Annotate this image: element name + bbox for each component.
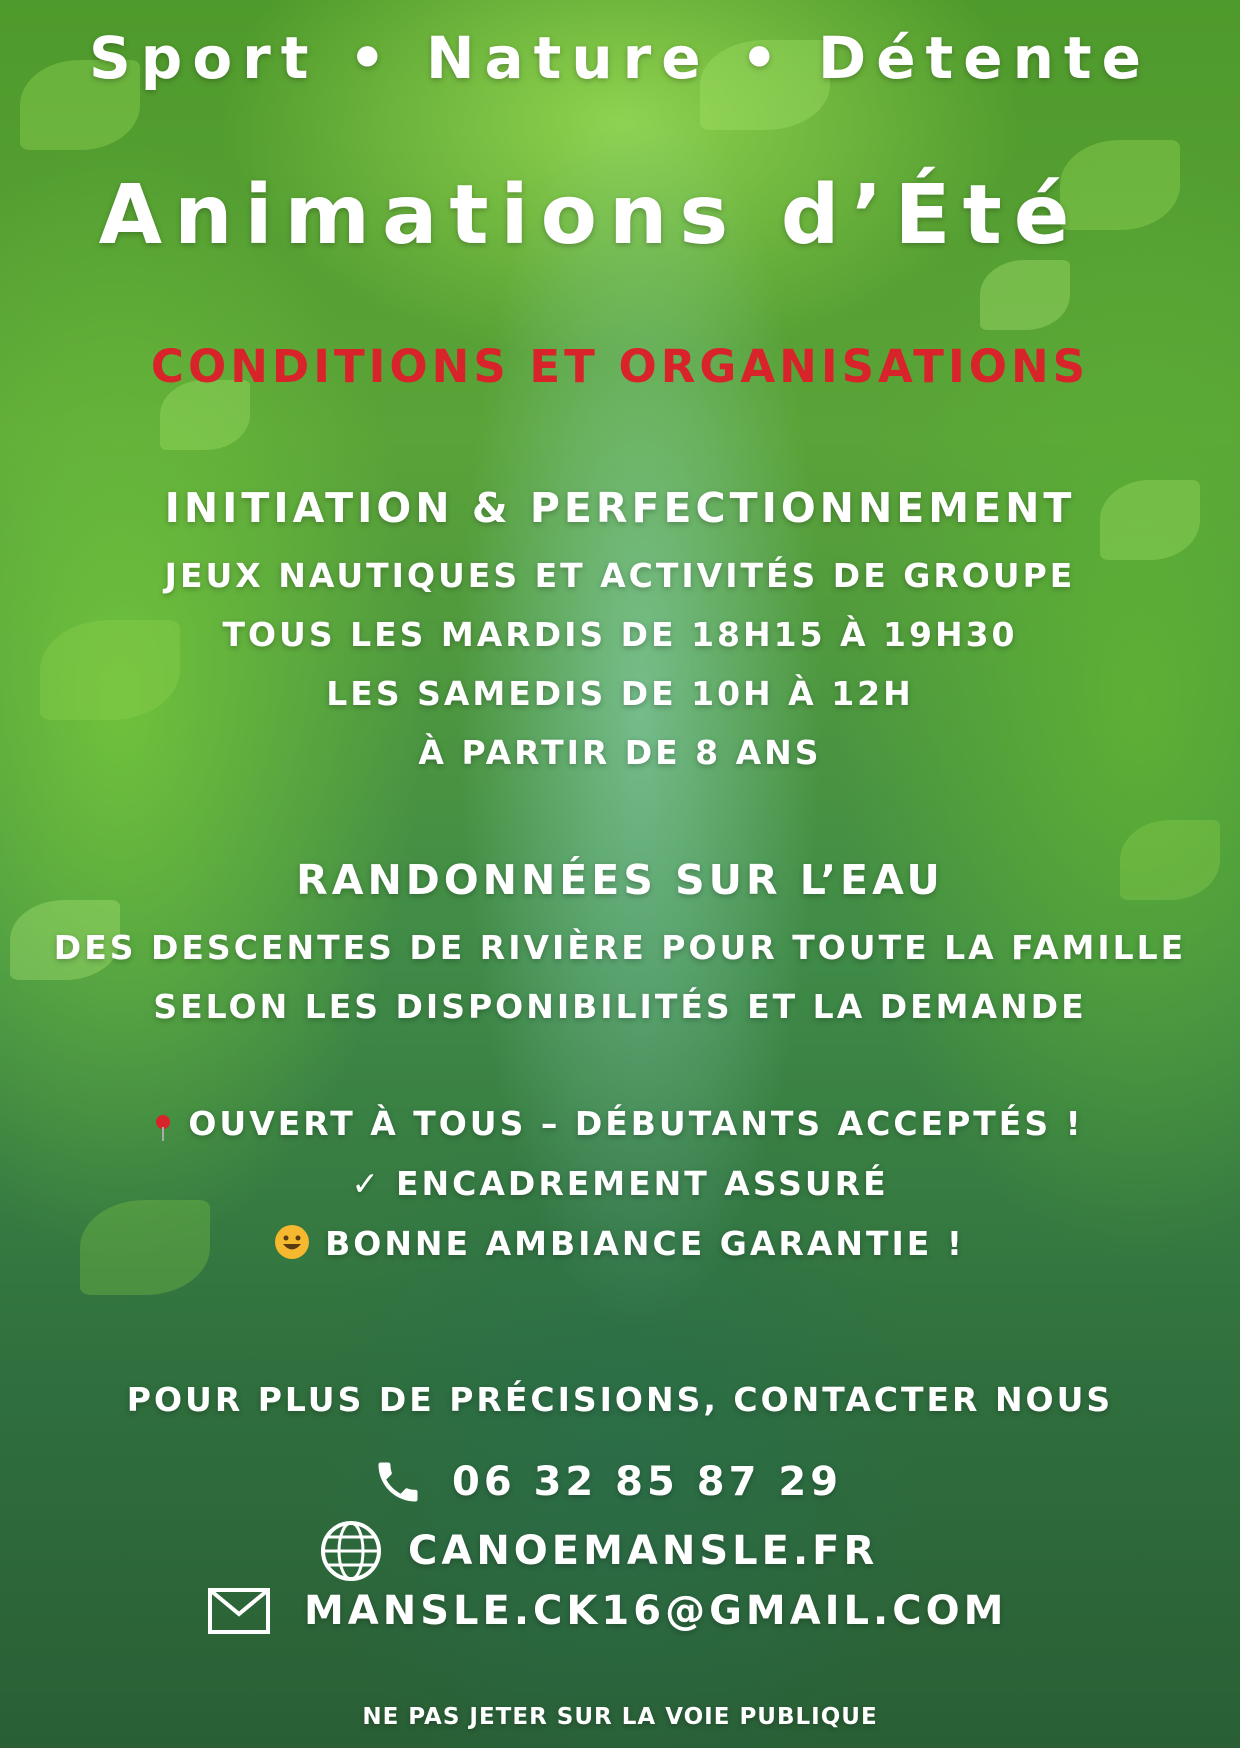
check-icon: ✓ (351, 1164, 383, 1203)
highlight-text: BONNE AMBIANCE GARANTIE ! (325, 1224, 965, 1263)
initiation-line: TOUS LES MARDIS DE 18H15 À 19H30 (222, 615, 1018, 654)
envelope-icon (208, 1588, 270, 1634)
initiation-line: LES SAMEDIS DE 10H À 12H (326, 674, 914, 713)
randonnees-line: DES DESCENTES DE RIVIÈRE POUR TOUTE LA FAMILLE (53, 928, 1187, 967)
contact-intro: POUR PLUS DE PRÉCISIONS, CONTACTER NOUS (126, 1380, 1114, 1419)
highlight-text: OUVERT À TOUS – DÉBUTANTS ACCEPTÉS ! (188, 1104, 1084, 1143)
initiation-line: JEUX NAUTIQUES ET ACTIVITÉS DE GROUPE (164, 556, 1076, 595)
phone-icon (372, 1456, 424, 1508)
globe-icon (320, 1520, 382, 1582)
initiation-line: À PARTIR DE 8 ANS (418, 733, 822, 772)
highlight-ambiance (0, 1224, 1240, 1263)
randonnees-line: SELON LES DISPONIBILITÉS ET LA DEMANDE (153, 987, 1087, 1026)
email-link[interactable]: MANSLE.CK16@GMAIL.COM (304, 1588, 1008, 1634)
highlight-open (0, 1104, 1240, 1143)
email-row[interactable] (208, 1588, 1007, 1634)
footer-notice: NE PAS JETER SUR LA VOIE PUBLIQUE (362, 1704, 878, 1730)
highlight-text: ENCADREMENT ASSURÉ (396, 1164, 889, 1203)
pin-icon (156, 1115, 170, 1129)
website-row[interactable] (320, 1520, 878, 1582)
phone-row[interactable] (372, 1456, 842, 1508)
website-link[interactable]: CANOEMANSLE.FR (408, 1528, 879, 1574)
initiation-heading: INITIATION & PERFECTIONNEMENT (164, 484, 1076, 532)
page-title: Animations d’Été (98, 168, 1082, 263)
conditions-heading: CONDITIONS ET ORGANISATIONS (150, 340, 1090, 393)
phone-number[interactable]: 06 32 85 87 29 (452, 1459, 843, 1505)
highlight-supervision (0, 1164, 1240, 1203)
tagline: Sport • Nature • Détente (89, 24, 1151, 92)
randonnees-heading: RANDONNÉES SUR L’EAU (296, 856, 944, 904)
smile-icon (275, 1225, 309, 1259)
